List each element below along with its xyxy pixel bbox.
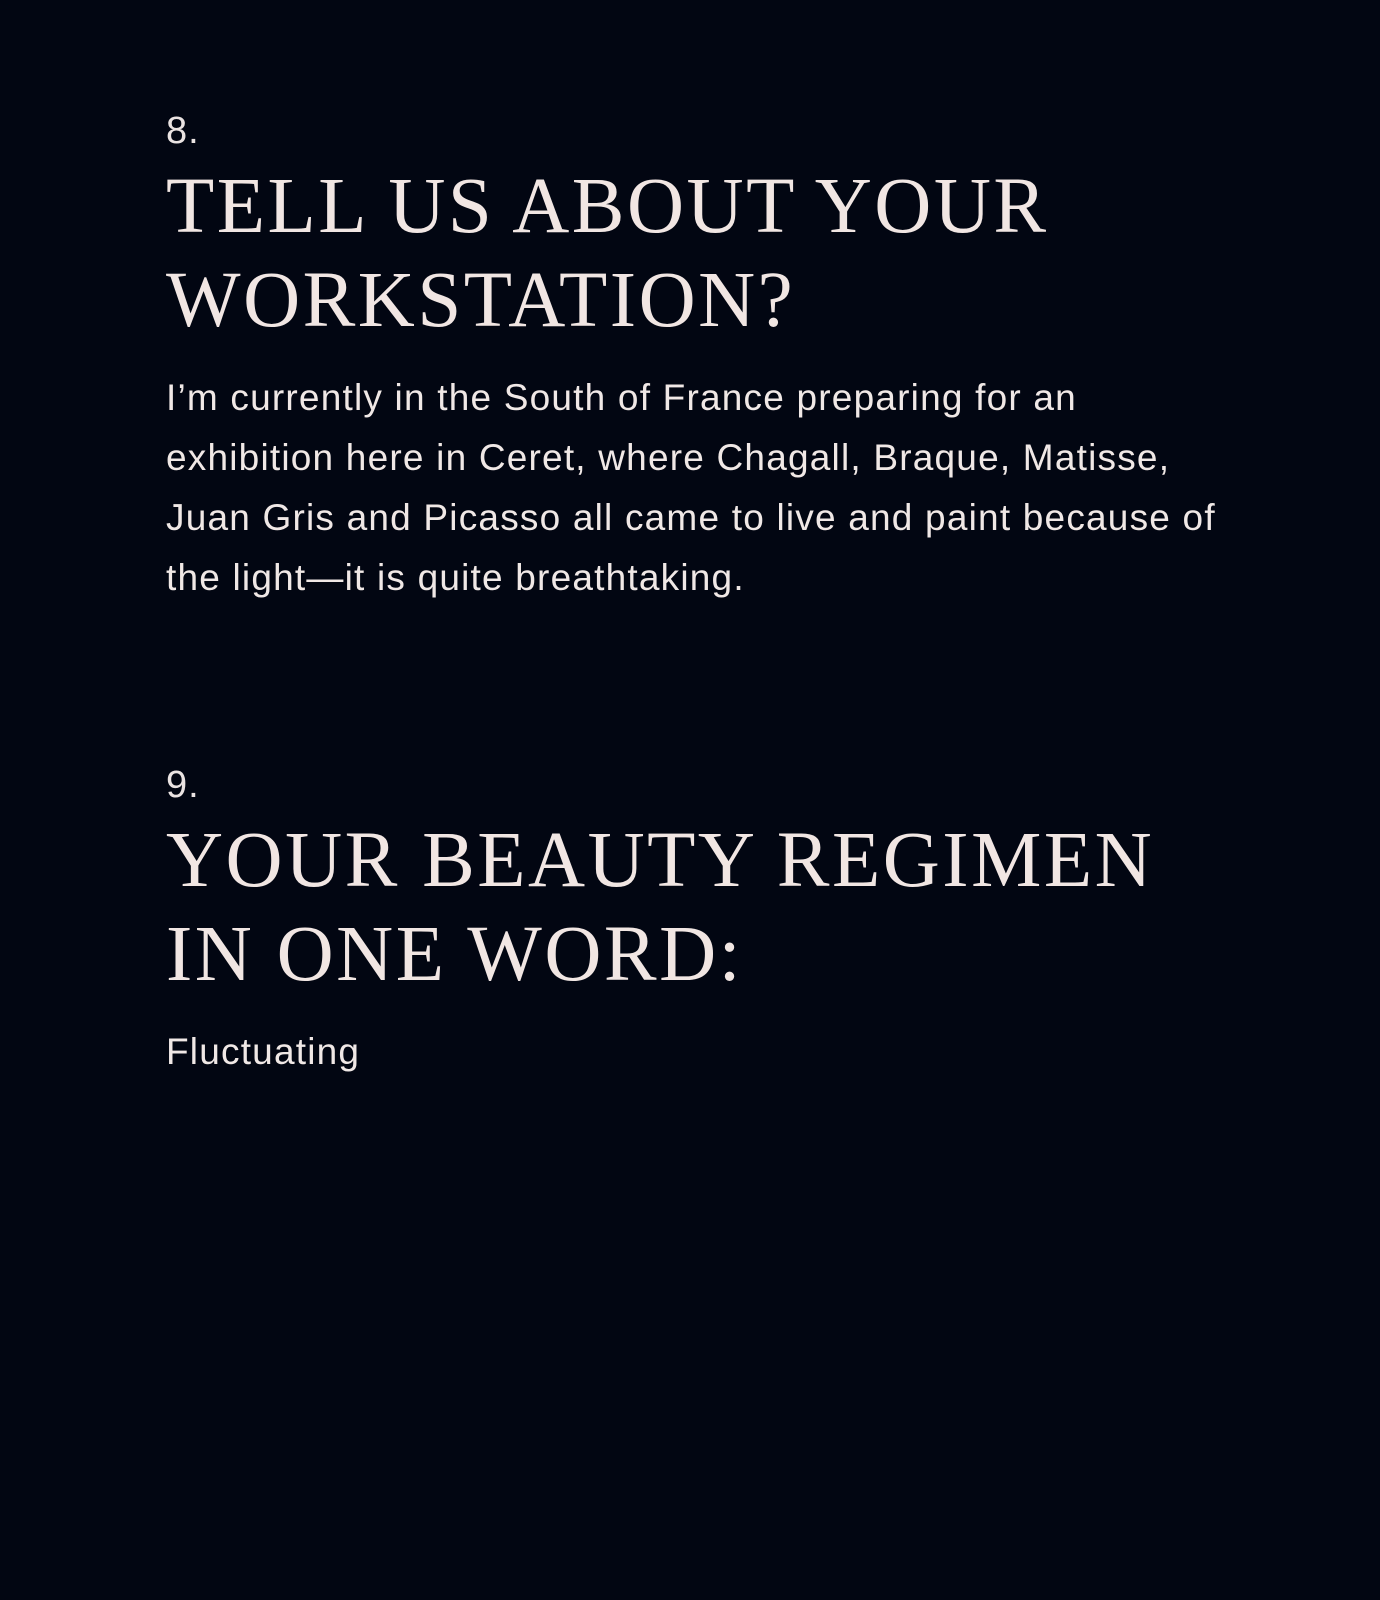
question-line-1: YOUR BEAUTY REGIMEN: [166, 817, 1155, 904]
question-line-2: WORKSTATION?: [166, 257, 796, 344]
qa-item-9: [166, 762, 1226, 1082]
answer-text: I’m currently in the South of France preparing for an exhibition here in Ceret, where Chagall, Braque, Matisse, Juan Gris and Picasso all came to live and paint because of the light—it is quite breathtaking.: [166, 377, 1216, 598]
question-heading: [166, 814, 1226, 1002]
question-number: 8.: [166, 110, 200, 152]
question-heading: [166, 160, 1226, 348]
qa-item-8: [166, 108, 1226, 608]
question-line-1: TELL US ABOUT YOUR: [166, 163, 1049, 250]
question-number: 9.: [166, 764, 200, 806]
question-line-2: IN ONE WORD:: [166, 911, 744, 998]
answer-text: Fluctuating: [166, 1031, 361, 1072]
